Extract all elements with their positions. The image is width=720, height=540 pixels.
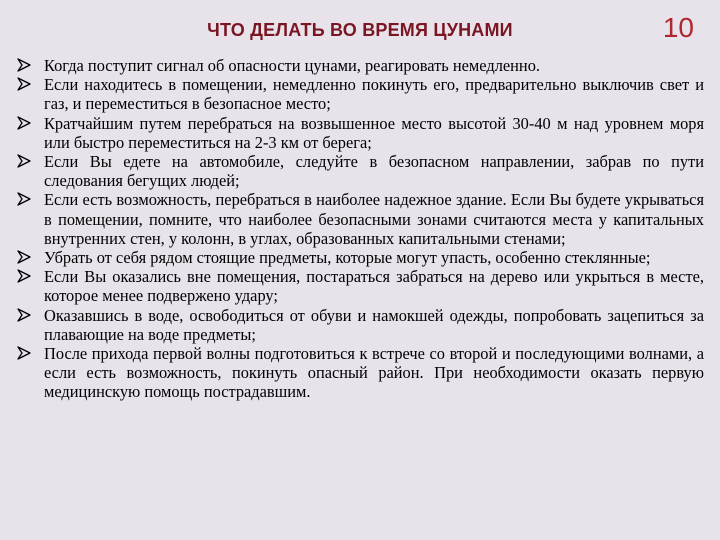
arrowhead-bullet-icon	[16, 76, 32, 92]
arrowhead-bullet-icon	[16, 268, 32, 284]
list-item	[16, 306, 704, 344]
list-item-text: Если есть возможность, перебраться в наиболее надежное здание. Если Вы будете укрываться в помещении, помните, что наиболее безопасными зонами считаются места у капитальных внутренних стен, у колонн, в углах, образованных капитальными стенами;	[44, 190, 704, 248]
list-item	[16, 248, 704, 267]
list-item-text: Убрать от себя рядом стоящие предметы, которые могут упасть, особенно стеклянные;	[44, 248, 651, 268]
slide-title: ЧТО ДЕЛАТЬ ВО ВРЕМЯ ЦУНАМИ	[207, 20, 513, 40]
list-item-text: Оказавшись в воде, освободиться от обуви и намокшей одежды, попробовать зацепиться за плавающие на воде предметы;	[44, 305, 704, 344]
list-item-text: Если Вы едете на автомобиле, следуйте в безопасном направлении, забрав по пути следования бегущих людей;	[44, 152, 704, 191]
list-item	[16, 56, 704, 75]
list-item-text: Если Вы оказались вне помещения, постараться забраться на дерево или укрыться в месте, которое менее подвержено удару;	[44, 267, 704, 306]
instructions-list	[16, 56, 704, 402]
arrowhead-bullet-icon	[16, 153, 32, 169]
list-item	[16, 75, 704, 113]
arrowhead-bullet-icon	[16, 191, 32, 207]
list-item	[16, 344, 704, 402]
arrowhead-bullet-icon	[16, 249, 32, 265]
list-item-text: После прихода первой волны подготовиться к встрече со второй и последующими волнами, а если есть возможность, покинуть опасный район. При необходимости оказать первую медицинскую помощь пострадавшим.	[44, 344, 704, 402]
list-item	[16, 190, 704, 248]
list-item-text: Если находитесь в помещении, немедленно покинуть его, предварительно выключив свет и газ, и переместиться в безопасное место;	[44, 75, 704, 114]
arrowhead-bullet-icon	[16, 57, 32, 73]
arrowhead-bullet-icon	[16, 307, 32, 323]
list-item	[16, 267, 704, 305]
arrowhead-bullet-icon	[16, 345, 32, 361]
list-item	[16, 152, 704, 190]
list-item-text: Когда поступит сигнал об опасности цунами, реагировать немедленно.	[44, 56, 540, 75]
slide-number: 10	[662, 12, 694, 43]
list-item-text: Кратчайшим путем перебраться на возвышенное место высотой 30-40 м над уровнем моря или быстро переместиться на 2-3 км от берега;	[44, 113, 704, 152]
list-item	[16, 114, 704, 152]
arrowhead-bullet-icon	[16, 115, 32, 131]
